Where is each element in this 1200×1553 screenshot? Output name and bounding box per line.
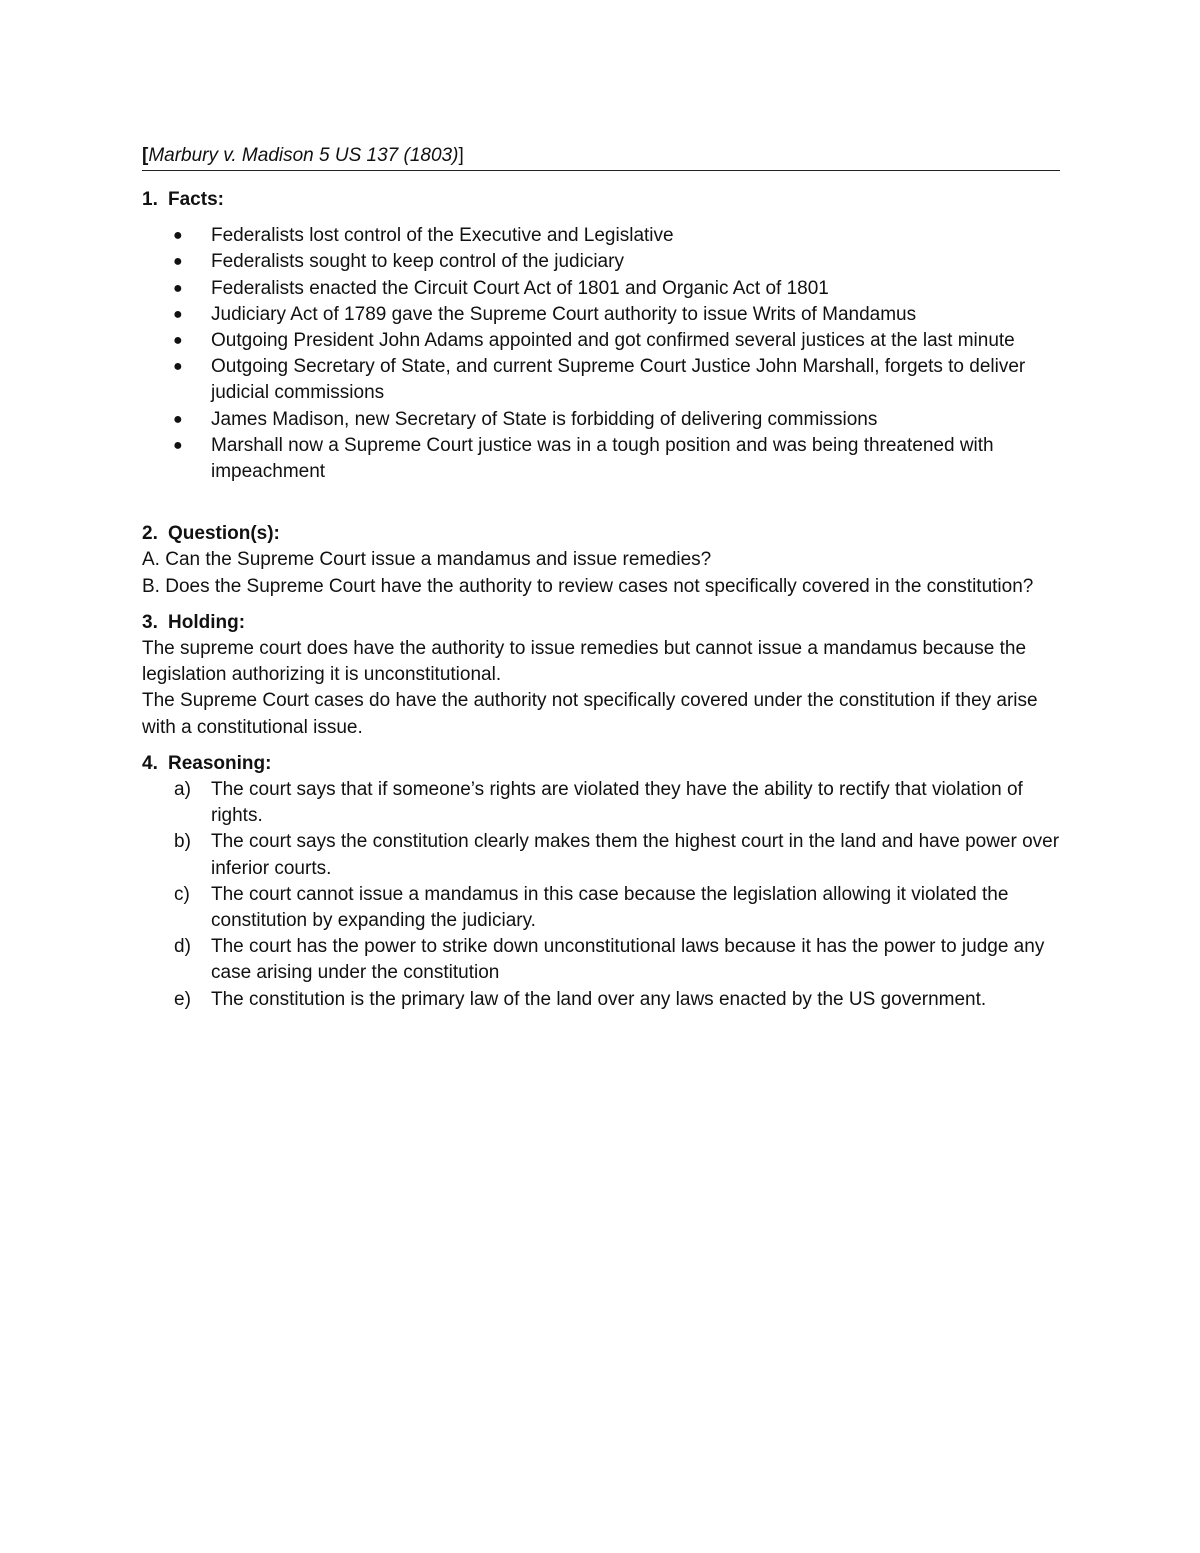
list-item: ● Judiciary Act of 1789 gave the Supreme Court authority to issue Writs of Mandamus — [142, 302, 1060, 328]
list-item: ● Outgoing President John Adams appointed and got confirmed several justices at the last minute — [142, 328, 1060, 354]
question-a: A. Can the Supreme Court issue a mandamus and issue remedies? — [142, 549, 712, 571]
list-marker: a) — [174, 779, 191, 801]
case-name: Marbury v. Madison 5 US 137 (1803) — [148, 145, 459, 166]
reasoning-list — [142, 777, 1060, 1013]
list-item: ● Federalists lost control of the Executive and Legislative — [142, 223, 1060, 249]
bullet-icon: ● — [173, 279, 183, 297]
facts-number: 1. — [142, 189, 158, 210]
bullet-icon: ● — [173, 410, 183, 428]
list-marker: c) — [174, 883, 190, 905]
bullet-icon: ● — [173, 436, 183, 454]
holding-heading — [142, 610, 1060, 636]
facts-heading — [142, 187, 1060, 213]
title-close-bracket: ] — [458, 145, 464, 166]
reasoning-heading — [142, 751, 1060, 777]
facts-list — [142, 223, 1060, 485]
list-item: ● Federalists enacted the Circuit Court Act of 1801 and Organic Act of 1801 — [142, 276, 1060, 302]
bullet-icon: ● — [173, 253, 183, 271]
bullet-icon: ● — [173, 305, 183, 323]
list-marker: b) — [174, 831, 191, 853]
holding-number: 3. — [142, 611, 158, 633]
list-item: a) The court says that if someone’s rights are violated they have the ability to rectify that violation of rights. — [174, 779, 1023, 827]
facts-heading-text: Facts: — [168, 189, 224, 210]
list-marker: e) — [174, 988, 191, 1010]
reasoning-number: 4. — [142, 752, 158, 774]
list-item: ● James Madison, new Secretary of State is forbidding of delivering commissions — [142, 407, 1060, 433]
bullet-icon: ● — [173, 358, 183, 376]
holding-paragraph: The supreme court does have the authority to issue remedies but cannot issue a mandamus because the legislation authorizing it is unconstitutional. — [142, 638, 1027, 686]
bullet-icon: ● — [173, 332, 183, 350]
document-body — [142, 142, 1060, 1013]
list-item: ● Marshall now a Supreme Court justice was in a tough position and was being threatened with impeachment — [173, 434, 994, 483]
bullet-icon: ● — [173, 227, 183, 245]
list-item: b) The court says the constitution clearly makes them the highest court in the land and have power over inferior courts. — [174, 831, 1060, 879]
case-title — [142, 142, 1060, 171]
question-b: B. Does the Supreme Court have the authority to review cases not specifically covered in the constitution? — [142, 575, 1034, 597]
reasoning-heading-text: Reasoning: — [168, 752, 272, 774]
holding-paragraph: The Supreme Court cases do have the authority not specifically covered under the constitution if they arise with a constitutional issue. — [142, 690, 1038, 738]
list-item: ● Federalists sought to keep control of the judiciary — [142, 249, 1060, 275]
list-item: e) The constitution is the primary law of the land over any laws enacted by the US government. — [142, 987, 1060, 1013]
questions-heading-text: Question(s): — [168, 523, 280, 545]
list-item: d) The court has the power to strike down unconstitutional laws because it has the power to judge any case arising under the constitution — [174, 936, 1045, 984]
holding-heading-text: Holding: — [168, 611, 246, 633]
questions-number: 2. — [142, 523, 158, 545]
title-open-bracket: [ — [142, 145, 149, 166]
list-marker: d) — [174, 936, 191, 958]
questions-heading — [142, 521, 1060, 547]
list-item: ● Outgoing Secretary of State, and current Supreme Court Justice John Marshall, forgets to deliver judicial commissions — [173, 356, 1026, 404]
list-item: c) The court cannot issue a mandamus in this case because the legislation allowing it violated the constitution by expanding the judiciary. — [174, 883, 1009, 932]
